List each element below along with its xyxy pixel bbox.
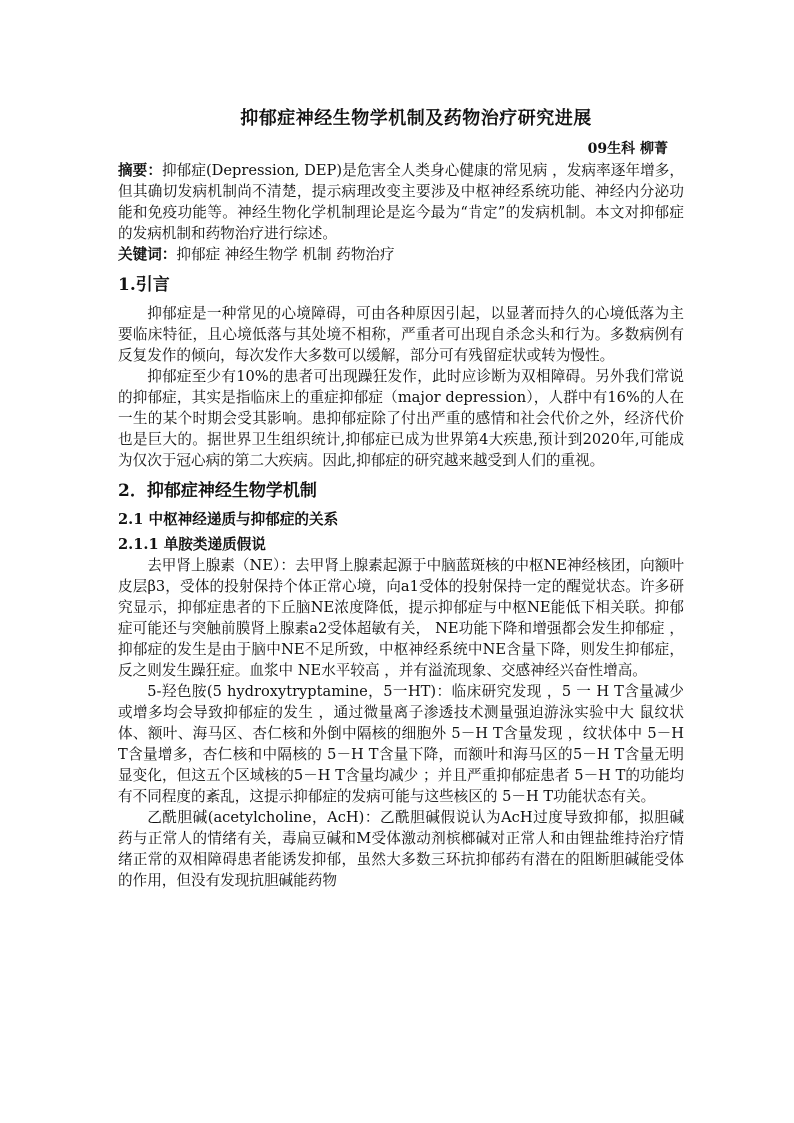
paragraph-5ht: 5-羟色胺(5 hydroxytryptamine，5一HT)：临床研究发现 ，5 一 H T含量减少或增多均会导致抑郁症的发生 ，通过微量离子渗透技术测量强迫游泳实验中大 鼠纹状体、额叶、海马区、杏仁核和外倒中隔核的细胞外 5－H T含量发现 ，纹状体中 5－H T含量增多，杏仁核和中隔核的 5－H T含量下降，而额叶和海马区的5－H T含量无明显变化，但这五个区域核的5－H T含量均减少 ；并且严重抑郁症患者 5－H T的功能均有不同程度的紊乱，这提示抑郁症的发病可能与这些核区的 5－H T功能状态有关。 [118, 683, 684, 805]
section-1-heading: 1.引言 [118, 275, 170, 295]
keywords-label: 关键词： [118, 246, 177, 263]
keywords-text: 抑郁症 神经生物学 机制 药物治疗 [176, 246, 395, 263]
keywords [118, 244, 684, 265]
subsection-2-1-1-heading: 2.1.1 单胺类递质假说 [118, 536, 266, 553]
document-page [118, 104, 684, 891]
abstract [118, 160, 684, 244]
section-2-heading: 2．抑郁症神经生物学机制 [118, 481, 317, 501]
abstract-label: 摘要： [118, 162, 162, 179]
paragraph-ach: 乙酰胆碱(acetylcholine，AcH)：乙酰胆碱假说认为AcH过度导致抑郁，拟胆碱药与正常人的情绪有关，毒扁豆碱和M受体激动剂槟榔碱对正常人和由锂盐维持治疗情绪正常的双相障碍患者能诱发抑郁，虽然大多数三环抗抑郁药有潜在的阻断胆碱能受体的作用，但没有发现抗胆碱能药物 [118, 809, 684, 889]
subsection-2-1-heading: 2.1 中枢神经递质与抑郁症的关系 [118, 511, 339, 528]
author-line: 09生科 柳菁 [587, 141, 668, 157]
section-1-paragraph-1: 抑郁症是一种常见的心境障碍，可由各种原因引起，以显著而持久的心境低落为主要临床特征，且心境低落与其处境不相称，严重者可出现自杀念头和行为。多数病例有反复发作的倾向，每次发作大多数可以缓解，部分可有残留症状或转为慢性。 [118, 305, 684, 364]
section-1-paragraph-2: 抑郁症至少有10%的患者可出现躁狂发作，此时应诊断为双相障碍。另外我们常说的抑郁症，其实是指临床上的重症抑郁症（major depression），人群中有16%的人在一生的某个时期会受其影响。患抑郁症除了付出严重的感情和社会代价之外，经济代价也是巨大的。据世界卫生组织统计,抑郁症已成为世界第4大疾患,预计到2020年,可能成为仅次于冠心病的第二大疾病。因此,抑郁症的研究越来越受到人们的重视。 [118, 368, 684, 469]
paper-title: 抑郁症神经生物学机制及药物治疗研究进展 [240, 108, 592, 129]
paragraph-ne: 去甲肾上腺素（NE）：去甲肾上腺素起源于中脑蓝斑核的中枢NE神经核团，向额叶皮层β3，受体的投射保持个体正常心境，向a1受体的投射保持一定的醒觉状态。许多研究显示，抑郁症患者的下丘脑NE浓度降低，提示抑郁症与中枢NE能低下相关联。抑郁症可能还与突触前膜肾上腺素a2受体超敏有关， NE功能下降和增强都会发生抑郁症 ，抑郁症的发生是由于脑中NE不足所致，中枢神经系统中NE含量下降，则发生抑郁症，反之则发生躁狂症。血浆中 NE水平较高 ，并有溢流现象、交感神经兴奋性增高。 [118, 557, 684, 679]
abstract-text: 抑郁症(Depression, DEP)是危害全人类身心健康的常见病 ，发病率逐年增多，但其确切发病机制尚不清楚，提示病理改变主要涉及中枢神经系统功能、神经内分泌功能和免疫功能等。神经生物化学机制理论是迄今最为“肯定”的发病机制。本文对抑郁症的发病机制和药物治疗进行综述。 [118, 162, 684, 242]
